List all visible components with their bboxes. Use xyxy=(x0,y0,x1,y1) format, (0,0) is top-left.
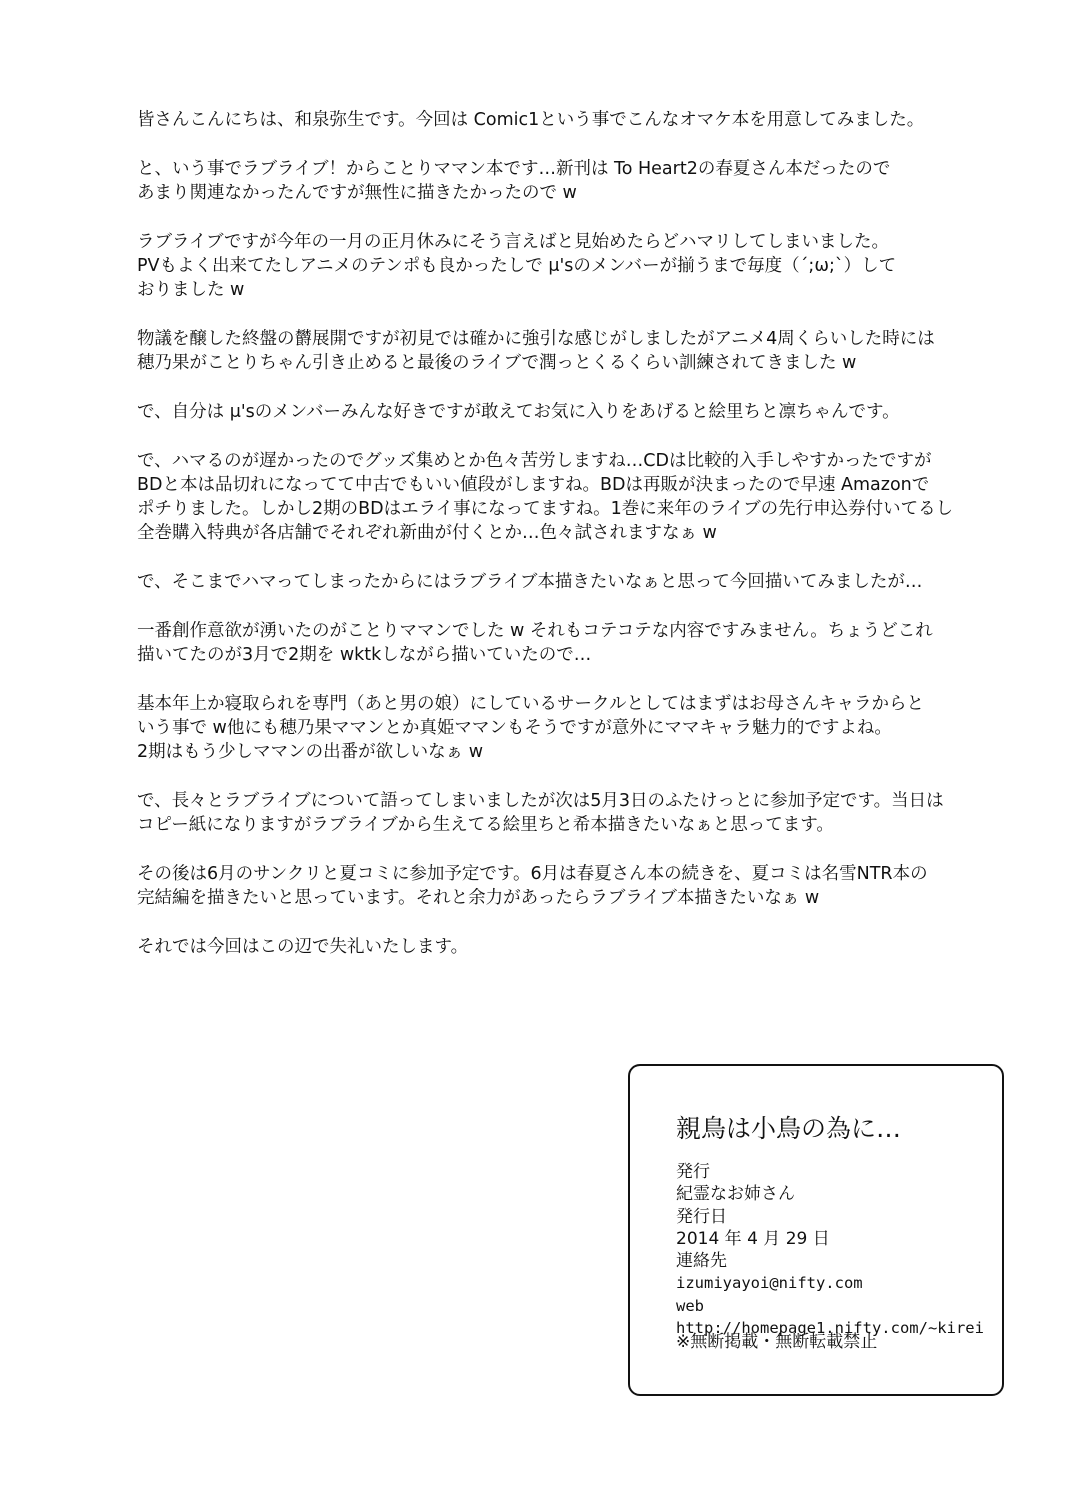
paragraph xyxy=(137,619,997,667)
paragraph xyxy=(137,157,997,205)
paragraph xyxy=(137,230,997,302)
copyright-notice: ※無断掲載・無断転載禁止 xyxy=(676,1332,878,1352)
paragraph xyxy=(137,935,997,959)
text-line: BDと本は品切れになってて中古でもいい値段がしますね。BDは再販が決まったので早速 Amazonで xyxy=(137,475,930,495)
text-line: と、いう事でラブライブ！からことりママン本です…新刊は To Heart2の春夏さん本だったので xyxy=(137,159,891,179)
paragraph xyxy=(137,862,997,910)
paragraph xyxy=(137,692,997,764)
text-line: ラブライブですが今年の一月の正月休みにそう言えばと見始めたらどハマリしてしまいました。 xyxy=(137,232,889,252)
website-url: http://homepage1.nifty.com/~kirei xyxy=(676,1319,984,1338)
text-line: ポチりました。しかし2期のBDはエライ事になってますね。1巻に来年のライブの先行申込券付いてるし xyxy=(137,499,954,519)
text-line: で、自分は μ'sのメンバーみんな好きですが敢えてお気に入りをあげると絵里ちと凛ちゃんです。 xyxy=(137,402,900,422)
afterword-text xyxy=(137,108,997,984)
paragraph xyxy=(137,789,997,837)
text-line: 描いてたのが3月で2期を wktkしながら描いていたので… xyxy=(137,645,592,665)
text-line: それでは今回はこの辺で失礼いたします。 xyxy=(137,937,469,957)
paragraph xyxy=(137,400,997,424)
text-line: 皆さんこんにちは、和泉弥生です。今回は Comic1という事でこんなオマケ本を用意してみました。 xyxy=(137,110,925,130)
text-line: 2期はもう少しママンの出番が欲しいなぁ w xyxy=(137,742,484,762)
paragraph xyxy=(137,108,997,132)
contact-email: izumiyayoi@nifty.com xyxy=(676,1274,863,1293)
book-title: 親鳥は小鳥の為に… xyxy=(676,1114,902,1143)
publisher-label: 発行 xyxy=(676,1162,710,1182)
text-line: で、ハマるのが遅かったのでグッズ集めとか色々苦労しますね…CDは比較的入手しやすかったですが xyxy=(137,451,932,471)
text-line: 全巻購入特典が各店舗でそれぞれ新曲が付くとか…色々試されますなぁ w xyxy=(137,523,717,543)
contact-label: 連絡先 xyxy=(676,1251,727,1272)
paragraph xyxy=(137,327,997,375)
text-line: で、そこまでハマってしまったからにはラブライブ本描きたいなぁと思って今回描いてみましたが… xyxy=(137,572,923,592)
text-line: 穂乃果がことりちゃん引き止めると最後のライブで潤っとくるくらい訓練されてきました w xyxy=(137,353,857,373)
text-line: PVもよく出来てたしアニメのテンポも良かったしで μ'sのメンバーが揃うまで毎度（´;ω;`）して xyxy=(137,256,897,276)
publisher-name: 紀霊なお姉さん xyxy=(676,1184,795,1205)
paragraph xyxy=(137,449,997,545)
text-line: 完結編を描きたいと思っています。それと余力があったらラブライブ本描きたいなぁ w xyxy=(137,888,820,908)
text-line: で、長々とラブライブについて語ってしまいましたが次は5月3日のふたけっとに参加予定です。当日は xyxy=(137,791,944,811)
colophon-box xyxy=(628,1064,1004,1396)
text-line: 一番創作意欲が湧いたのがことりママンでした w それもコテコテな内容ですみません。ちょうどこれ xyxy=(137,621,933,641)
text-line: あまり関連なかったんですが無性に描きたかったので w xyxy=(137,183,577,203)
text-line: おりました w xyxy=(137,280,245,300)
text-line: コピー紙になりますがラブライブから生えてる絵里ちと希本描きたいなぁと思ってます。 xyxy=(137,815,834,835)
web-label: web xyxy=(676,1296,704,1315)
date-label: 発行日 xyxy=(676,1206,727,1227)
text-line: 基本年上か寝取られを専門（あと男の娘）にしているサークルとしてはまずはお母さんキャラからと xyxy=(137,694,924,714)
publish-date: 2014 年 4 月 29 日 xyxy=(676,1228,830,1249)
text-line: 物議を醸した終盤の欝展開ですが初見では確かに強引な感じがしましたがアニメ4周くらいした時には xyxy=(137,329,935,349)
text-line: その後は6月のサンクリと夏コミに参加予定です。6月は春夏さん本の続きを、夏コミは名雪NTR本の xyxy=(137,864,928,884)
paragraph xyxy=(137,570,997,594)
text-line: いう事で w他にも穂乃果ママンとか真姫ママンもそうですが意外にママキャラ魅力的ですよね。 xyxy=(137,718,892,738)
colophon-info xyxy=(676,1161,984,1339)
